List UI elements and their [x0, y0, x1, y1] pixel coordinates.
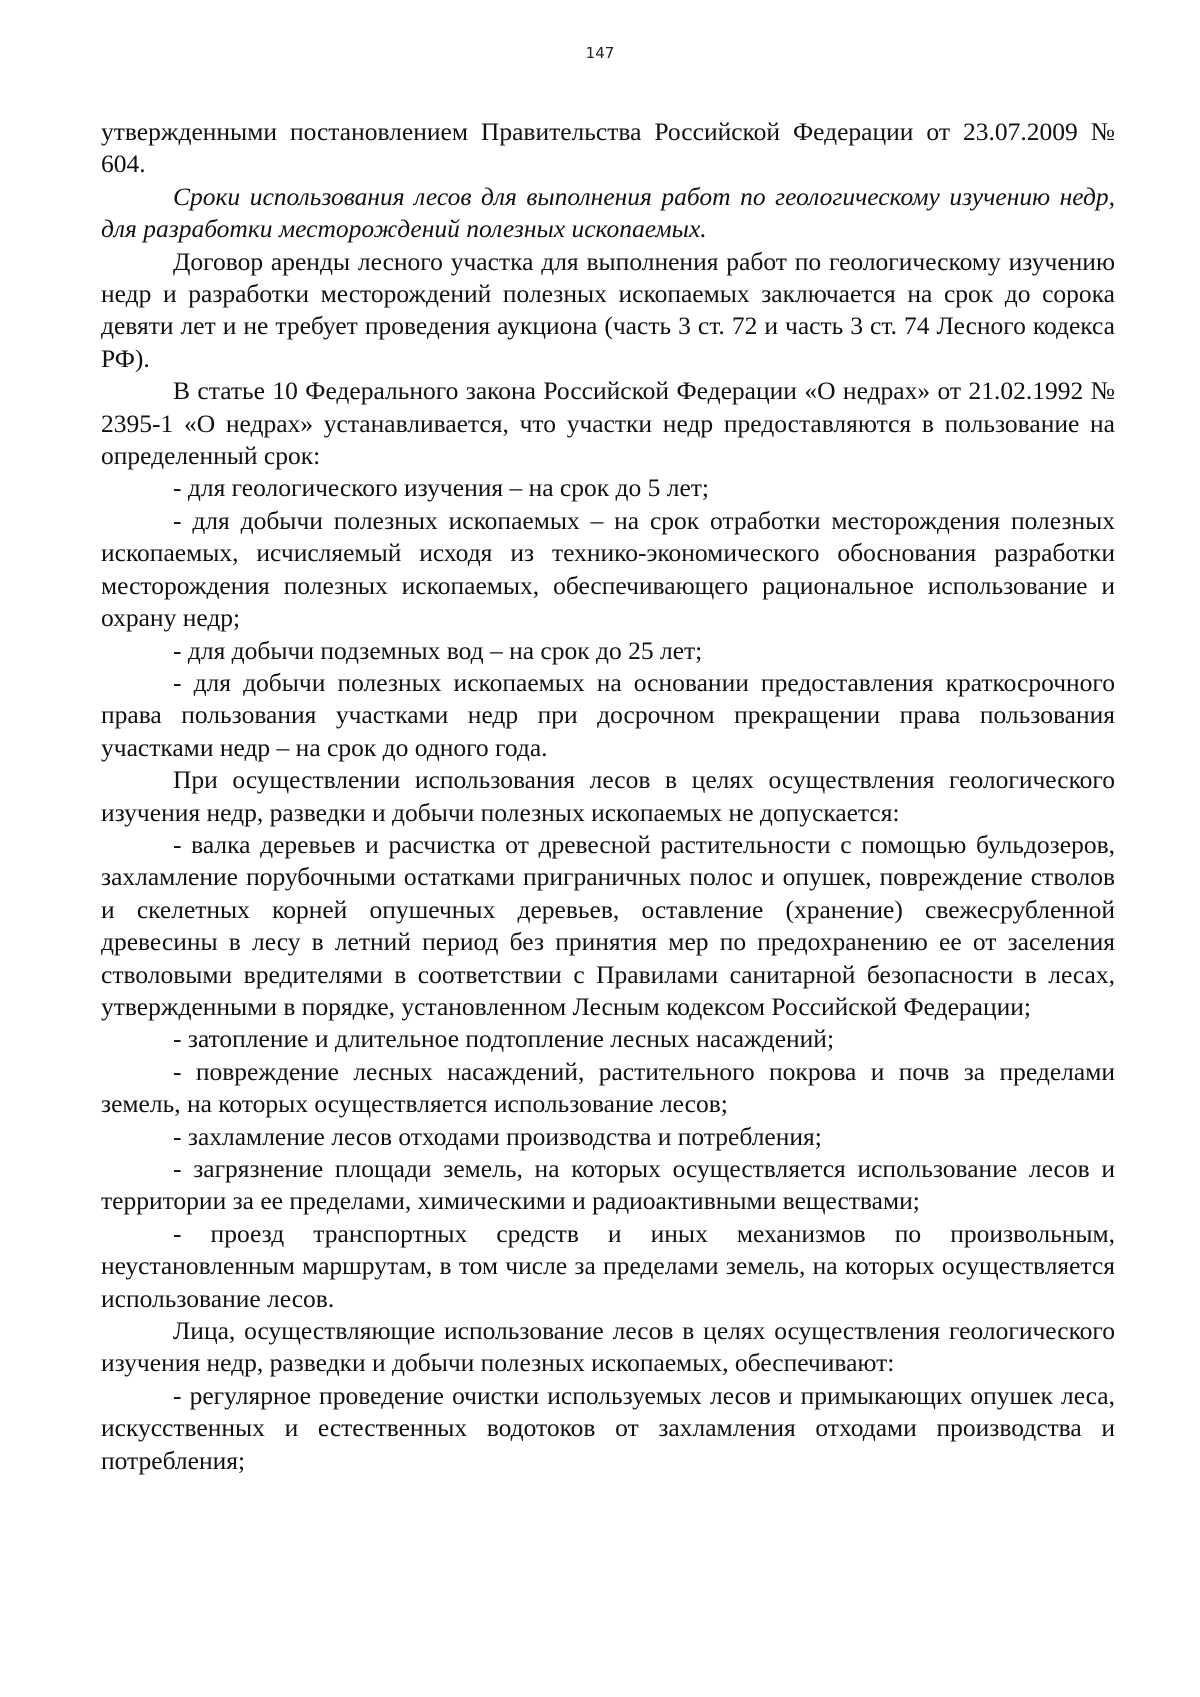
paragraph: - для геологического изучения – на срок до 5 лет;: [173, 473, 710, 503]
paragraph: утвержденными постановлением Правительства Российской Федерации от 23.07.2009 № 604.: [101, 117, 1115, 179]
paragraph: - для добычи полезных ископаемых – на срок отработки месторождения полезных ископаемых, исчисляемый исходя из технико-экономического обоснования разработки месторождения полезных ископаемых, обеспечивающего рациональное использование и охрану недр;: [101, 505, 1115, 633]
paragraph: - затопление и длительное подтопление лесных насаждений;: [173, 1024, 835, 1054]
paragraph: В статье 10 Федерального закона Российской Федерации «О недрах» от 21.02.1992 № 2395-1 «О недрах» устанавливается, что участки недр предоставляются в пользование на определенный срок:: [101, 376, 1115, 471]
paragraph: - для добычи полезных ископаемых на основании предоставления краткосрочного права пользования участками недр при досрочном прекращении права пользования участками недр – на срок до одного года.: [101, 667, 1115, 762]
section-heading: Сроки использования лесов для выполнения работ по геологическому изучению недр, для разработки месторождений полезных ископаемых.: [101, 181, 1115, 244]
paragraph: Договор аренды лесного участка для выполнения работ по геологическому изучению недр и разработки месторождений полезных ископаемых заключается на срок до сорока девяти лет и не требует проведения аукциона (часть 3 ст. 72 и часть 3 ст. 74 Лесного кодекса РФ).: [101, 246, 1115, 373]
paragraph: - регулярное проведение очистки используемых лесов и примыкающих опушек леса, искусственных и естественных водотоков от захламления отходами производства и потребления;: [101, 1380, 1115, 1475]
paragraph: - загрязнение площади земель, на которых осуществляется использование лесов и территории за ее пределами, химическими и радиоактивными веществами;: [101, 1154, 1115, 1216]
page-number: 147: [585, 44, 615, 62]
document-body: [101, 116, 1115, 1477]
paragraph: - повреждение лесных насаждений, растительного покрова и почв за пределами земель, на которых осуществляется использование лесов;: [101, 1056, 1115, 1119]
paragraph: - валка деревьев и расчистка от древесной растительности с помощью бульдозеров, захламление порубочными остатками приграничных полос и опушек, повреждение стволов и скелетных корней опушечных деревьев, оставление (хранение) свежесрубленной древесины в лесу в летний период без принятия мер по предохранению ее от заселения стволовыми вредителями в соответствии с Правилами санитарной безопасности в лесах, утвержденными в порядке, установленном Лесным кодексом Российской Федерации;: [101, 829, 1115, 1021]
paragraph: - для добычи подземных вод – на срок до 25 лет;: [173, 635, 703, 665]
paragraph: - захламление лесов отходами производства и потребления;: [173, 1121, 822, 1151]
paragraph: - проезд транспортных средств и иных механизмов по произвольным, неустановленным маршрутам, в том числе за пределами земель, на которых осуществляется использование лесов.: [101, 1218, 1115, 1313]
paragraph: Лица, осуществляющие использование лесов в целях осуществления геологического изучения недр, разведки и добычи полезных ископаемых, обеспечивают:: [101, 1316, 1115, 1378]
paragraph: При осуществлении использования лесов в целях осуществления геологического изучения недр, разведки и добычи полезных ископаемых не допускается:: [101, 765, 1115, 827]
